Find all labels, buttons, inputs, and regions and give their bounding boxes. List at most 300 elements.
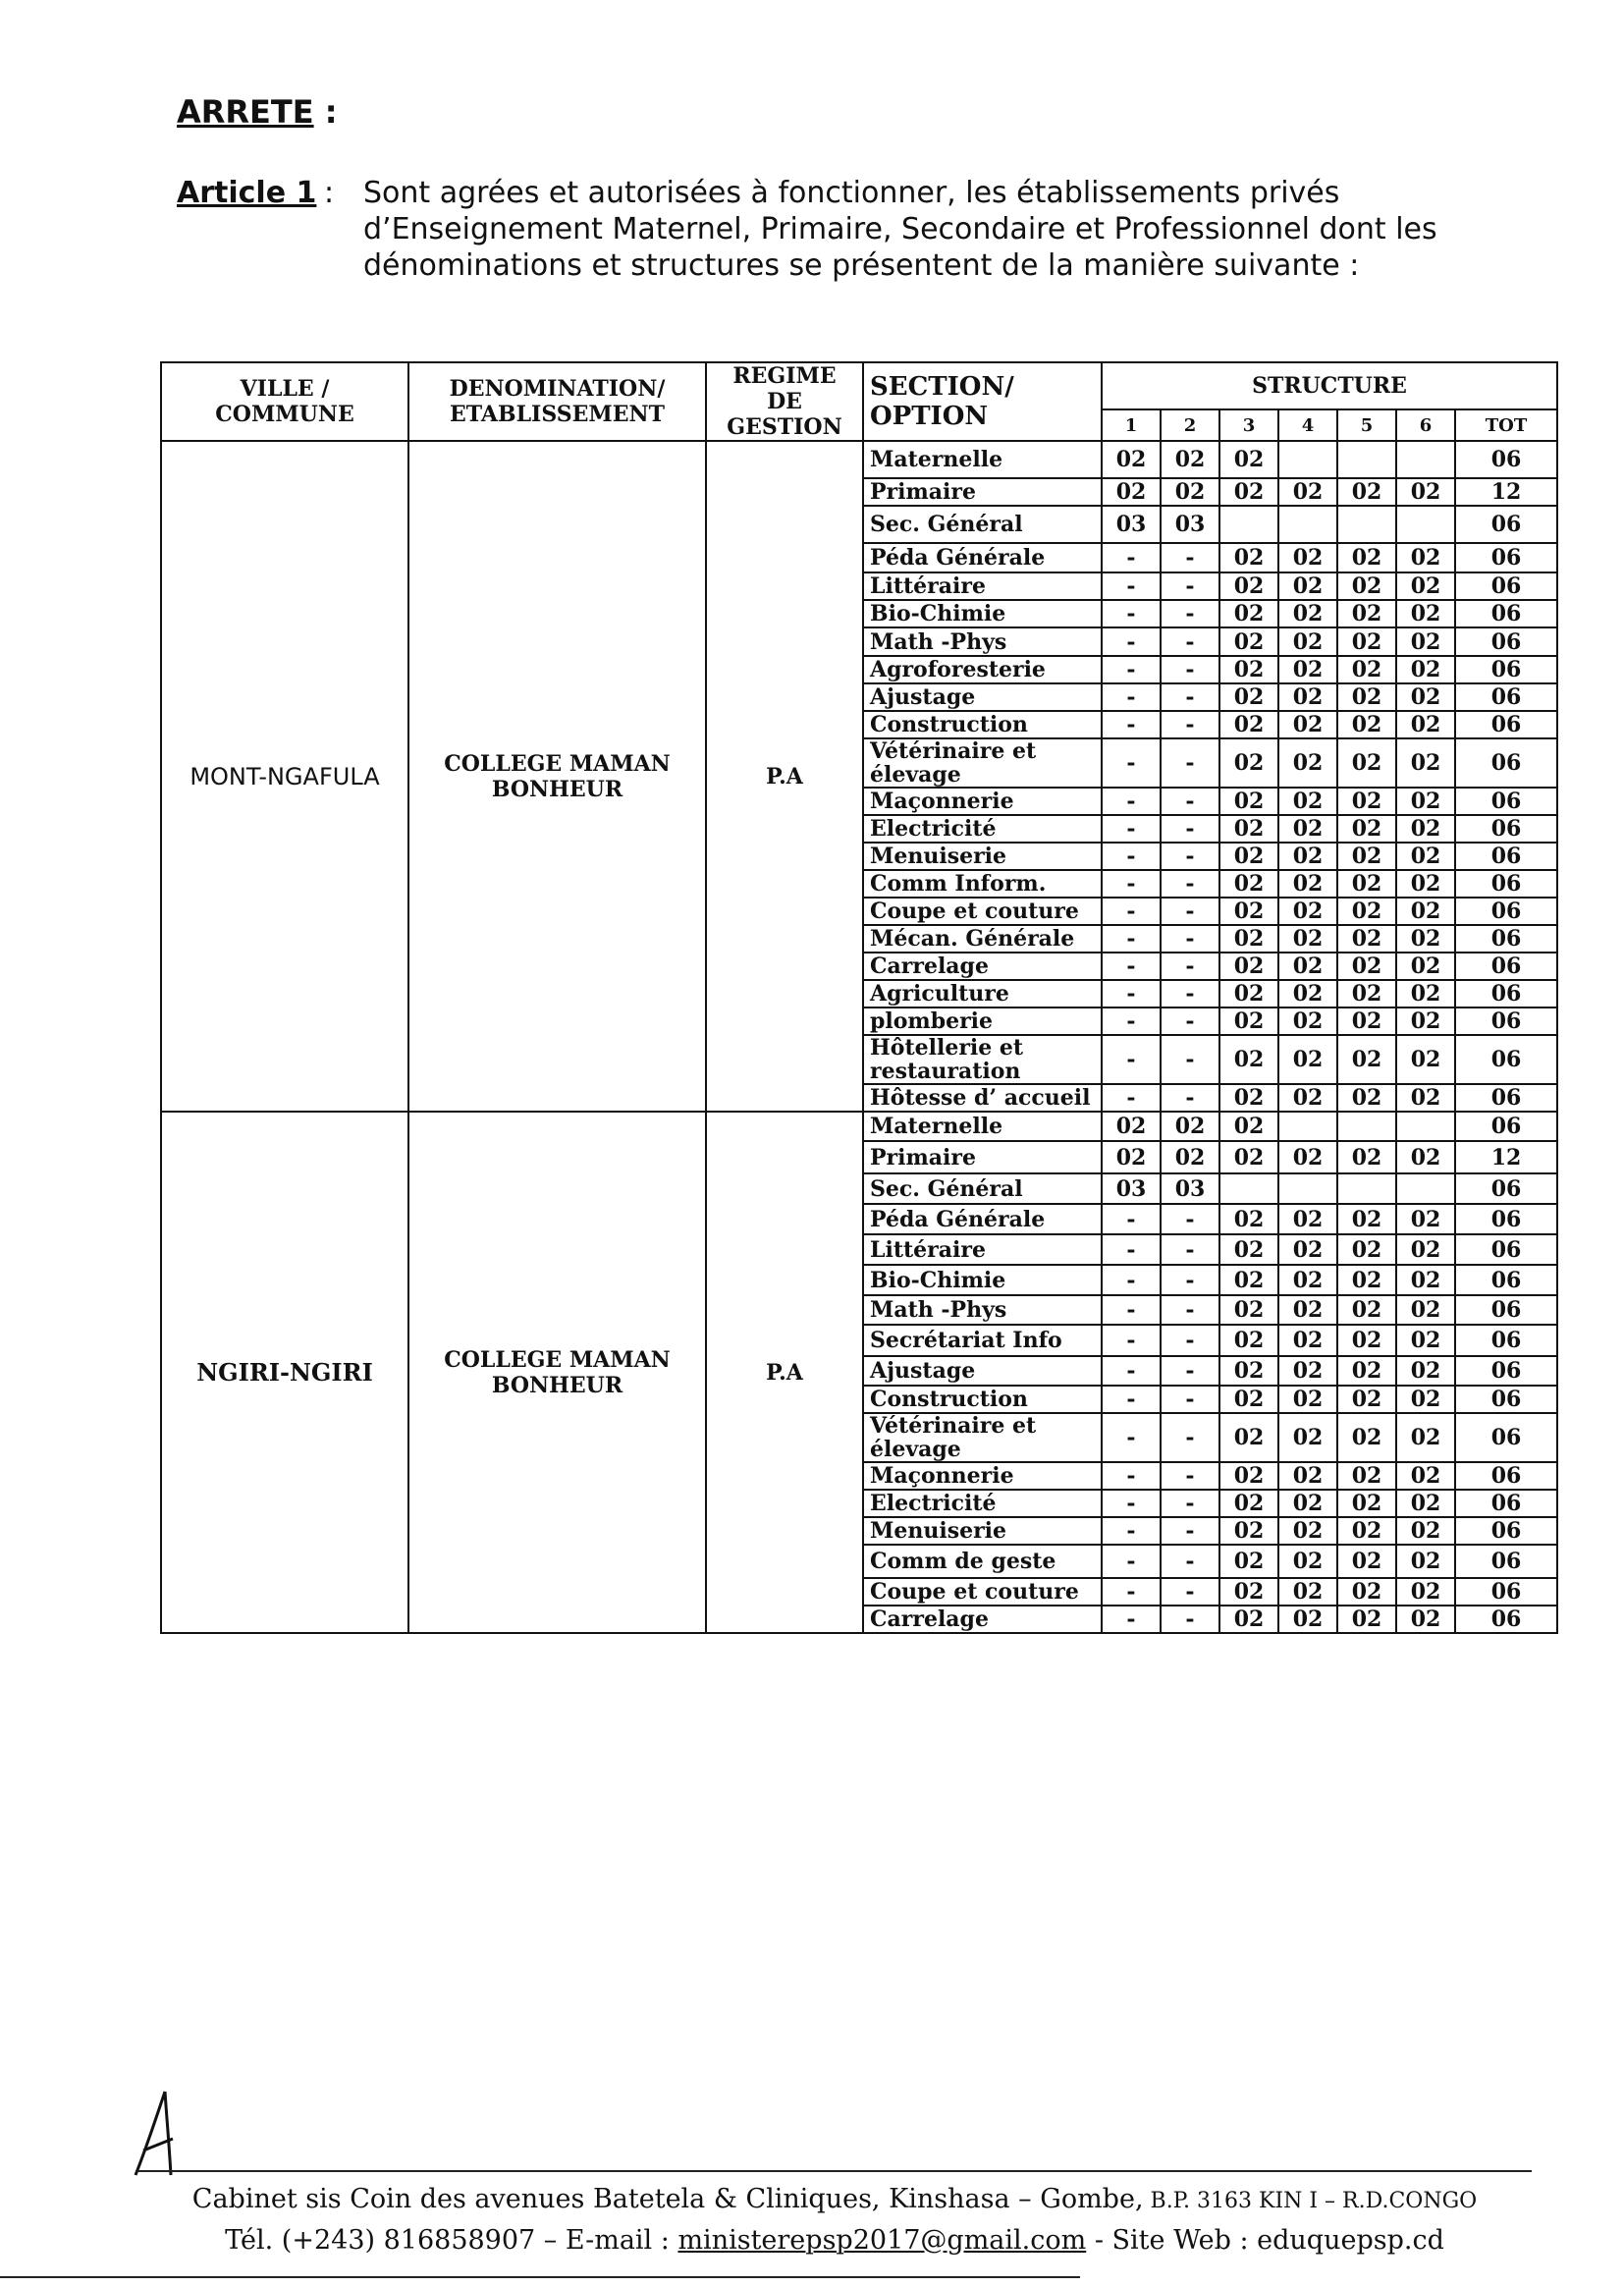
cell-value: 02 [1337,1517,1396,1545]
signature-mark [126,2082,214,2180]
cell-value: - [1161,1234,1219,1265]
cell-value: 02 [1396,572,1455,600]
cell-value: 02 [1278,870,1337,898]
cell-value: 02 [1278,1141,1337,1173]
cell-value: 02 [1337,1265,1396,1295]
cell-value: 06 [1455,1204,1557,1234]
structure-table [160,361,1558,1634]
cell-value: 02 [1396,1606,1455,1633]
cell-value: 06 [1455,1325,1557,1356]
cell-section: Math -Phys [863,1295,1102,1325]
cell-value: 02 [1278,1606,1337,1633]
cell-value [1278,506,1337,543]
cell-value: 02 [1278,1007,1337,1035]
cell-value: - [1102,898,1161,925]
article-text: Sont agrées et autorisées à fonctionner, les établissements privés d’Enseignement Maternel, Primaire, Secondaire et Professionnel dont les dénominations et structures se présentent de la manière suivante : [363,176,1437,283]
cell-value: - [1102,1386,1161,1413]
cell-value: - [1102,788,1161,815]
cell-value: 02 [1219,1356,1278,1386]
cell-value: 06 [1455,506,1557,543]
cell-value: 02 [1278,738,1337,788]
cell-value: 02 [1278,1462,1337,1490]
cell-value: 02 [1396,1462,1455,1490]
header-col-2: 2 [1161,409,1219,441]
header-col-6: 6 [1396,409,1455,441]
cell-value: 02 [1219,980,1278,1007]
cell-value: 02 [1278,1356,1337,1386]
cell-value [1396,506,1455,543]
cell-value: - [1161,1007,1219,1035]
cell-value: 02 [1396,1578,1455,1606]
cell-value: 06 [1455,1462,1557,1490]
cell-value: 02 [1278,543,1337,572]
cell-value: 06 [1455,898,1557,925]
cell-value: 02 [1278,711,1337,738]
cell-value: 02 [1278,1413,1337,1462]
cell-value: - [1161,870,1219,898]
table-row [161,1112,1557,1141]
cell-section: Carrelage [863,953,1102,980]
cell-value: 02 [1396,627,1455,656]
cell-value: 02 [1337,738,1396,788]
cell-value: 02 [1219,656,1278,683]
cell-section: Littéraire [863,1234,1102,1265]
cell-value: - [1161,1035,1219,1084]
cell-value: - [1161,627,1219,656]
cell-value: 02 [1396,543,1455,572]
cell-value: - [1102,1295,1161,1325]
cell-value: - [1161,1545,1219,1578]
cell-value: 02 [1278,1517,1337,1545]
cell-value: 02 [1219,1007,1278,1035]
cell-value: 02 [1219,870,1278,898]
cell-value: - [1161,1386,1219,1413]
cell-value: 02 [1396,1234,1455,1265]
cell-value: - [1161,1462,1219,1490]
cell-value: 06 [1455,1490,1557,1517]
cell-value: 02 [1396,870,1455,898]
cell-value: 02 [1219,1084,1278,1112]
cell-value: - [1161,572,1219,600]
cell-value [1278,1173,1337,1204]
cell-value: - [1102,656,1161,683]
cell-value: 02 [1278,788,1337,815]
cell-value: 02 [1219,1386,1278,1413]
cell-value: - [1161,1517,1219,1545]
cell-value: 02 [1337,1578,1396,1606]
cell-value: - [1161,543,1219,572]
cell-value [1396,441,1455,478]
cell-section: Coupe et couture [863,898,1102,925]
cell-value: 02 [1396,1356,1455,1386]
cell-value: 02 [1337,600,1396,627]
cell-value: - [1102,925,1161,953]
header-col-tot: TOT [1455,409,1557,441]
cell-value: 06 [1455,1517,1557,1545]
cell-section: Mécan. Générale [863,925,1102,953]
cell-value: 02 [1337,711,1396,738]
cell-value: 02 [1278,1578,1337,1606]
cell-value: 03 [1102,1173,1161,1204]
cell-value: - [1161,656,1219,683]
cell-value: 02 [1396,1386,1455,1413]
cell-value: - [1102,627,1161,656]
cell-value: 02 [1337,478,1396,506]
cell-value: 06 [1455,1545,1557,1578]
cell-value: 02 [1219,572,1278,600]
cell-value: 06 [1455,683,1557,711]
cell-value: - [1102,1234,1161,1265]
cell-value: - [1102,1325,1161,1356]
cell-value: - [1102,1084,1161,1112]
cell-value: 02 [1278,478,1337,506]
cell-value: - [1102,843,1161,870]
cell-value: 02 [1219,683,1278,711]
cell-value: 02 [1219,543,1278,572]
cell-value: 02 [1337,1325,1396,1356]
cell-value: 02 [1278,627,1337,656]
cell-value: 02 [1219,1234,1278,1265]
cell-value: 06 [1455,925,1557,953]
cell-value: 02 [1278,1265,1337,1295]
cell-value: 02 [1337,870,1396,898]
cell-value: 06 [1455,1413,1557,1462]
cell-value: - [1102,572,1161,600]
arrete-heading: ARRETE : [177,93,338,131]
cell-value: - [1102,738,1161,788]
cell-value: 02 [1102,1112,1161,1141]
cell-value: - [1161,1084,1219,1112]
cell-value: 06 [1455,572,1557,600]
table-row [161,441,1557,478]
cell-value: 02 [1278,843,1337,870]
cell-value: 06 [1455,1578,1557,1606]
cell-value: 02 [1396,478,1455,506]
cell-value: 06 [1455,1035,1557,1084]
bottom-divider [0,2276,1080,2278]
cell-value: 02 [1278,1234,1337,1265]
cell-value: 02 [1219,1325,1278,1356]
cell-section: Menuiserie [863,1517,1102,1545]
cell-value: 02 [1337,898,1396,925]
cell-value: - [1102,1007,1161,1035]
cell-value: 02 [1219,788,1278,815]
cell-section: Péda Générale [863,543,1102,572]
cell-value [1396,1173,1455,1204]
cell-value: 02 [1337,843,1396,870]
cell-value: 06 [1455,788,1557,815]
cell-regime: P.A [706,441,863,1112]
cell-value: - [1161,1265,1219,1295]
cell-section: Secrétariat Info [863,1325,1102,1356]
footer-email: ministerepsp2017@gmail.com [677,2225,1087,2256]
cell-value: 02 [1219,925,1278,953]
header-regime: REGIME DE GESTION [706,362,863,441]
cell-value: 02 [1337,1413,1396,1462]
cell-value [1337,506,1396,543]
cell-value: 06 [1455,870,1557,898]
cell-section: Comm Inform. [863,870,1102,898]
cell-value: 06 [1455,738,1557,788]
cell-value: - [1102,1578,1161,1606]
cell-section: Maternelle [863,1112,1102,1141]
cell-value: 02 [1396,711,1455,738]
cell-value: 02 [1396,1517,1455,1545]
cell-value: 02 [1219,953,1278,980]
cell-value: 12 [1455,1141,1557,1173]
cell-value [1337,1112,1396,1141]
cell-value: - [1161,1356,1219,1386]
cell-value: 02 [1219,1035,1278,1084]
cell-value: 02 [1396,738,1455,788]
cell-value: 02 [1337,656,1396,683]
cell-value: 02 [1396,1084,1455,1112]
cell-value: 02 [1337,683,1396,711]
cell-value: 02 [1219,1112,1278,1141]
cell-value: - [1102,711,1161,738]
cell-value: 02 [1278,1204,1337,1234]
cell-value: 02 [1219,1413,1278,1462]
cell-value: 06 [1455,1265,1557,1295]
cell-section: Math -Phys [863,627,1102,656]
cell-value: 02 [1219,898,1278,925]
cell-value: - [1161,1490,1219,1517]
cell-value [1337,441,1396,478]
cell-value: - [1102,1204,1161,1234]
cell-value: 02 [1396,600,1455,627]
cell-value: 02 [1396,1007,1455,1035]
cell-value: 02 [1337,788,1396,815]
cell-value: 02 [1337,1356,1396,1386]
cell-value: 02 [1337,1084,1396,1112]
cell-value: 02 [1337,543,1396,572]
cell-value: 02 [1337,1462,1396,1490]
cell-section: Péda Générale [863,1204,1102,1234]
cell-value: 02 [1219,1204,1278,1234]
cell-section: Agriculture [863,980,1102,1007]
cell-value: 06 [1455,1386,1557,1413]
cell-value: 02 [1219,1517,1278,1545]
cell-value: 06 [1455,953,1557,980]
cell-value: 02 [1337,1141,1396,1173]
cell-value: 06 [1455,980,1557,1007]
cell-value: 12 [1455,478,1557,506]
cell-value: 02 [1396,925,1455,953]
footer-divider [137,2170,1532,2172]
cell-value: 02 [1278,600,1337,627]
cell-value: 03 [1102,506,1161,543]
cell-value: - [1102,1413,1161,1462]
cell-value: 02 [1278,683,1337,711]
cell-value: 06 [1455,1084,1557,1112]
cell-value: - [1102,683,1161,711]
cell-value: 02 [1396,980,1455,1007]
cell-value: - [1161,788,1219,815]
header-structure: STRUCTURE [1102,362,1557,409]
cell-value: - [1161,1606,1219,1633]
cell-value: 02 [1278,898,1337,925]
cell-value: 06 [1455,1234,1557,1265]
cell-value: 02 [1219,843,1278,870]
cell-value [1396,1112,1455,1141]
header-col-4: 4 [1278,409,1337,441]
cell-value: 02 [1161,1141,1219,1173]
cell-section: Ajustage [863,1356,1102,1386]
cell-value: - [1102,1035,1161,1084]
cell-value: 06 [1455,600,1557,627]
footer-address: Cabinet sis Coin des avenues Batetela & Cliniques, Kinshasa – Gombe, B.P. 3163 KIN I – R.D.CONGO [191,2184,1478,2214]
cell-value: 02 [1278,656,1337,683]
cell-value: 02 [1278,1084,1337,1112]
cell-section: Menuiserie [863,843,1102,870]
cell-value: 02 [1219,1462,1278,1490]
cell-value: - [1102,1606,1161,1633]
cell-value: 06 [1455,1173,1557,1204]
cell-ville: MONT-NGAFULA [161,441,408,1112]
cell-value: 02 [1396,1545,1455,1578]
article-label: Article 1 [177,176,317,210]
cell-value: 06 [1455,1112,1557,1141]
cell-section: Electricité [863,1490,1102,1517]
cell-value: - [1102,980,1161,1007]
cell-value: - [1161,843,1219,870]
cell-value: 02 [1161,441,1219,478]
header-col-3: 3 [1219,409,1278,441]
cell-value: 02 [1337,980,1396,1007]
cell-section: Hôtesse d’ accueil [863,1084,1102,1112]
cell-value: - [1161,815,1219,843]
header-col-5: 5 [1337,409,1396,441]
cell-value: 02 [1219,738,1278,788]
cell-value: 02 [1219,600,1278,627]
cell-value: 02 [1396,1490,1455,1517]
cell-section: Carrelage [863,1606,1102,1633]
cell-value: - [1102,1265,1161,1295]
header-col-1: 1 [1102,409,1161,441]
cell-section: Sec. Général [863,506,1102,543]
cell-value [1278,1112,1337,1141]
cell-value: 06 [1455,843,1557,870]
cell-value: - [1102,1517,1161,1545]
cell-value: 02 [1396,953,1455,980]
footer [137,2180,1532,2260]
cell-value: 03 [1161,1173,1219,1204]
cell-value: 06 [1455,1295,1557,1325]
cell-value: 02 [1396,1413,1455,1462]
cell-value: 02 [1102,478,1161,506]
cell-value [1219,1173,1278,1204]
cell-value: 02 [1219,1265,1278,1295]
cell-value: 02 [1337,1545,1396,1578]
cell-value: 02 [1278,1295,1337,1325]
cell-value: 02 [1337,1035,1396,1084]
cell-section: Coupe et couture [863,1578,1102,1606]
cell-section: Electricité [863,815,1102,843]
cell-value: 02 [1278,1325,1337,1356]
cell-value: 02 [1337,1204,1396,1234]
cell-value: 02 [1396,683,1455,711]
cell-value: - [1161,925,1219,953]
cell-value: 02 [1102,1141,1161,1173]
cell-section: Vétérinaire et élevage [863,1413,1102,1462]
cell-value: 02 [1337,953,1396,980]
cell-value: 02 [1337,1386,1396,1413]
cell-value: - [1161,711,1219,738]
cell-value: 02 [1337,1295,1396,1325]
cell-value: - [1102,1545,1161,1578]
cell-value: 02 [1219,1545,1278,1578]
cell-value: 02 [1278,925,1337,953]
cell-section: Comm de geste [863,1545,1102,1578]
cell-value: 06 [1455,656,1557,683]
cell-section: Construction [863,1386,1102,1413]
cell-value: 02 [1278,953,1337,980]
cell-section: Maternelle [863,441,1102,478]
cell-value: 02 [1278,980,1337,1007]
cell-value: - [1161,898,1219,925]
cell-value: 02 [1396,1141,1455,1173]
cell-value: 02 [1219,1295,1278,1325]
cell-value: 02 [1219,627,1278,656]
cell-value [1219,506,1278,543]
cell-value: 02 [1278,815,1337,843]
cell-value: 02 [1396,1265,1455,1295]
cell-value: 06 [1455,1606,1557,1633]
cell-value: 02 [1278,572,1337,600]
cell-value: - [1161,1325,1219,1356]
cell-value: 02 [1337,572,1396,600]
cell-section: Primaire [863,1141,1102,1173]
cell-value: - [1161,600,1219,627]
cell-section: Sec. Général [863,1173,1102,1204]
footer-contact: Tél. (+243) 816858907 – E-mail : ministerepsp2017@gmail.com - Site Web : eduquepsp.cd [225,2225,1444,2256]
cell-section: Bio-Chimie [863,600,1102,627]
cell-value: - [1102,600,1161,627]
cell-section: Maçonnerie [863,1462,1102,1490]
cell-value: 02 [1396,815,1455,843]
cell-value: 02 [1219,441,1278,478]
cell-value: - [1161,683,1219,711]
cell-value: 02 [1396,656,1455,683]
cell-value: 02 [1161,1112,1219,1141]
cell-value: 02 [1219,1606,1278,1633]
cell-value: 06 [1455,1356,1557,1386]
cell-value: 02 [1219,815,1278,843]
cell-value: 02 [1219,1141,1278,1173]
cell-section: Littéraire [863,572,1102,600]
cell-section: Vétérinaire et élevage [863,738,1102,788]
cell-value: - [1161,738,1219,788]
cell-value: 02 [1337,1234,1396,1265]
cell-value: 02 [1337,1490,1396,1517]
cell-value: - [1161,980,1219,1007]
cell-section: Agroforesterie [863,656,1102,683]
cell-section: Primaire [863,478,1102,506]
cell-value: - [1161,1413,1219,1462]
cell-value: - [1161,1204,1219,1234]
cell-value: 06 [1455,441,1557,478]
cell-value: - [1161,1578,1219,1606]
cell-value: 02 [1161,478,1219,506]
cell-value: 02 [1219,478,1278,506]
cell-value: 06 [1455,627,1557,656]
article-colon: : [324,176,335,210]
cell-value: 02 [1278,1386,1337,1413]
cell-value: 06 [1455,543,1557,572]
header-denomination: DENOMINATION/ ETABLISSEMENT [408,362,706,441]
cell-value: 02 [1337,627,1396,656]
cell-value: 06 [1455,815,1557,843]
